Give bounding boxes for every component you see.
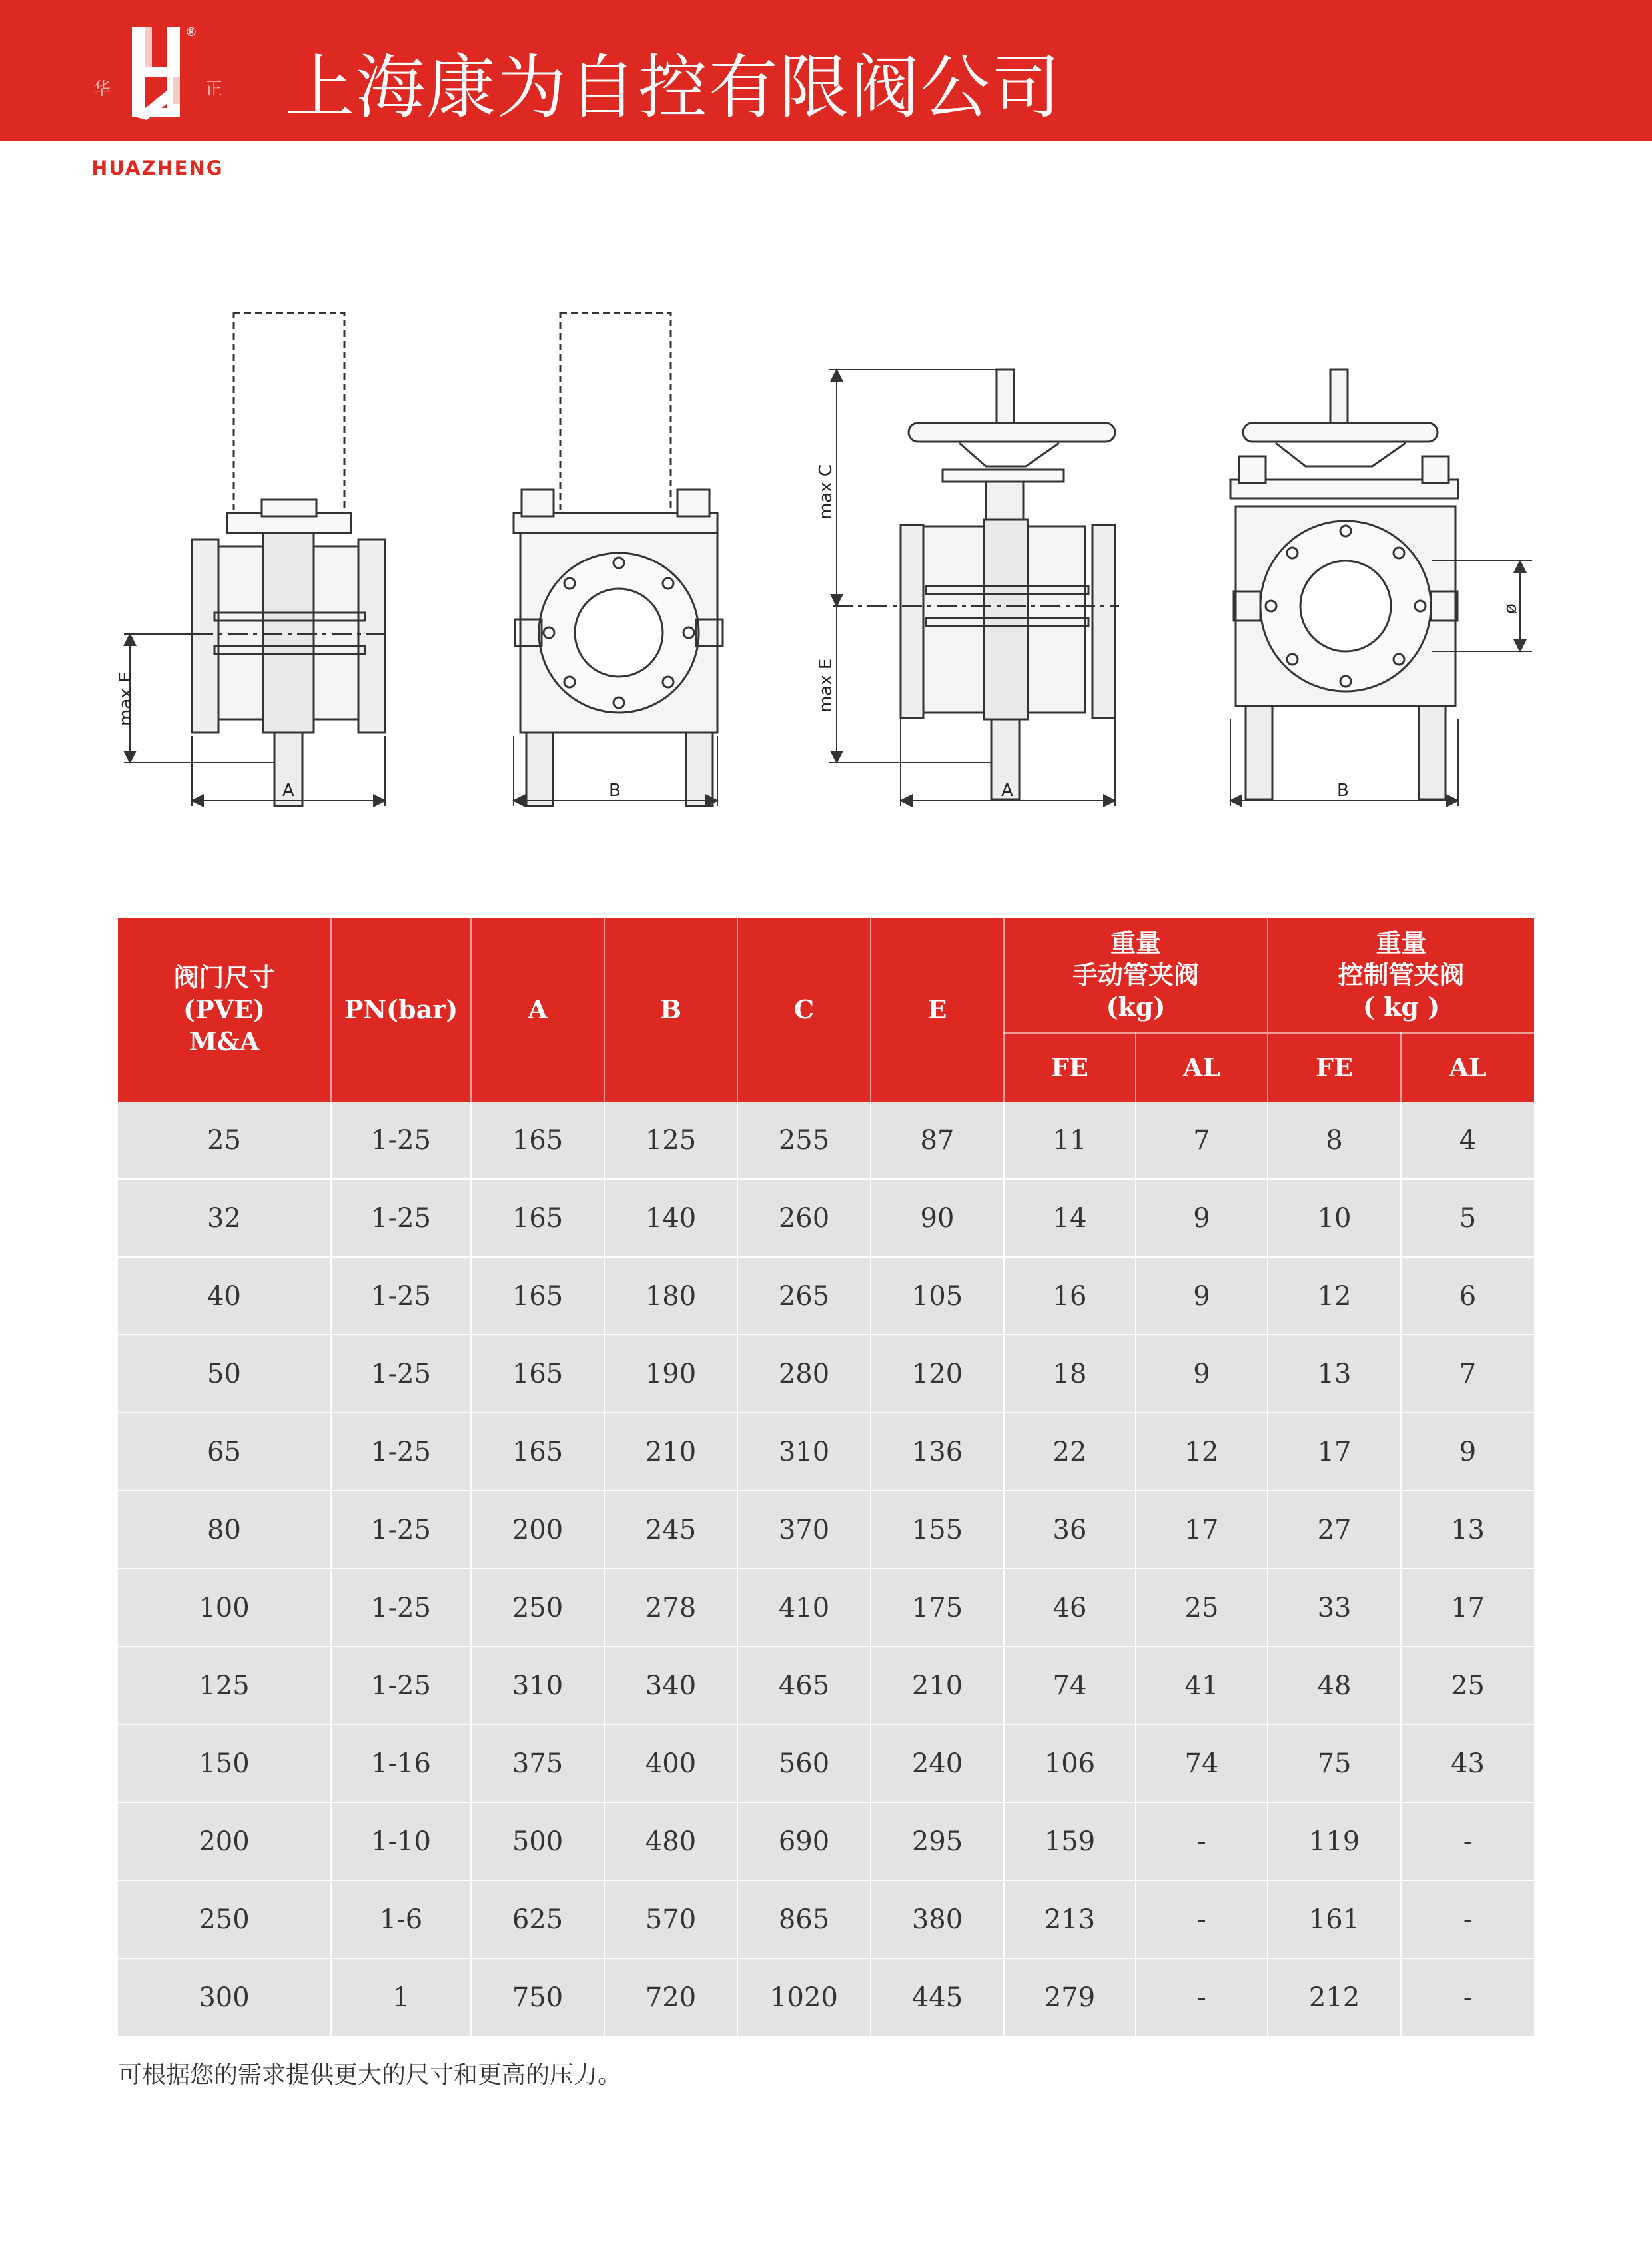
header-b: B xyxy=(604,918,737,1102)
table-cell: 43 xyxy=(1401,1724,1534,1802)
table-cell: 74 xyxy=(1004,1647,1136,1724)
header-valve-size xyxy=(118,918,331,1102)
table-cell: 120 xyxy=(871,1335,1004,1413)
table-cell: 255 xyxy=(737,1102,871,1179)
dim-label-max-e-manual: max E xyxy=(816,658,836,713)
table-cell: 155 xyxy=(871,1491,1004,1569)
table-cell: 1-6 xyxy=(331,1880,471,1958)
header-a: A xyxy=(471,918,604,1102)
table-cell: 1-16 xyxy=(331,1724,471,1802)
table-row xyxy=(118,1958,1534,2036)
table-cell: 165 xyxy=(471,1102,604,1179)
brand-name: HUAZHENG xyxy=(91,157,224,179)
table-cell: 1-25 xyxy=(331,1102,471,1179)
table-cell: 190 xyxy=(604,1335,737,1413)
logo-mark-icon xyxy=(80,20,240,133)
header-manual-al: AL xyxy=(1136,1033,1268,1102)
table-cell: - xyxy=(1401,1958,1534,2036)
table-row xyxy=(118,1880,1534,1958)
table-row xyxy=(118,1179,1534,1257)
table-cell: 125 xyxy=(118,1647,331,1724)
table-cell: 480 xyxy=(604,1802,737,1880)
table-cell: 560 xyxy=(737,1724,871,1802)
table-cell: 370 xyxy=(737,1491,871,1569)
table-cell: 250 xyxy=(118,1880,331,1958)
table-cell: 750 xyxy=(471,1958,604,2036)
table-cell: 12 xyxy=(1136,1413,1268,1491)
table-cell: 200 xyxy=(471,1491,604,1569)
header-weight-manual-line1: 重量 xyxy=(1110,928,1162,958)
table-cell: 7 xyxy=(1401,1335,1534,1413)
table-cell: 40 xyxy=(118,1257,331,1335)
table-cell: 400 xyxy=(604,1724,737,1802)
table-cell: 1-25 xyxy=(331,1257,471,1335)
footnote: 可根据您的需求提供更大的尺寸和更高的压力。 xyxy=(118,2061,622,2089)
table-cell: 690 xyxy=(737,1802,871,1880)
table-cell: 240 xyxy=(871,1724,1004,1802)
spec-table xyxy=(118,918,1534,2036)
table-cell: 210 xyxy=(604,1413,737,1491)
table-cell: 136 xyxy=(871,1413,1004,1491)
drawing-actuated-side xyxy=(514,313,723,806)
table-cell: 25 xyxy=(118,1102,331,1179)
table-cell: 41 xyxy=(1136,1647,1268,1724)
table-cell: 90 xyxy=(871,1179,1004,1257)
table-cell: 4 xyxy=(1401,1102,1534,1179)
table-row xyxy=(118,1335,1534,1413)
header-control-fe: FE xyxy=(1268,1033,1401,1102)
table-cell: 340 xyxy=(604,1647,737,1724)
table-cell: 165 xyxy=(471,1335,604,1413)
table-cell: 1-25 xyxy=(331,1413,471,1491)
table-cell: 200 xyxy=(118,1802,331,1880)
table-cell: 165 xyxy=(471,1179,604,1257)
table-cell: 87 xyxy=(871,1102,1004,1179)
header-valve-size-line1: 阀门尺寸 xyxy=(173,962,275,992)
table-cell: 165 xyxy=(471,1413,604,1491)
huazheng-logo xyxy=(80,20,240,133)
header-e: E xyxy=(871,918,1004,1102)
valve-dimension-drawings xyxy=(0,293,1652,826)
table-cell: - xyxy=(1136,1802,1268,1880)
table-cell: 9 xyxy=(1136,1335,1268,1413)
table-row xyxy=(118,1569,1534,1647)
table-row xyxy=(118,1802,1534,1880)
table-cell: 106 xyxy=(1004,1724,1136,1802)
table-cell: 74 xyxy=(1136,1724,1268,1802)
table-cell: 175 xyxy=(871,1569,1004,1647)
dim-label-b: B xyxy=(609,781,621,801)
dim-label-b-manual: B xyxy=(1337,781,1349,801)
table-cell: 279 xyxy=(1004,1958,1136,2036)
header-valve-size-line3: M&A xyxy=(189,1026,260,1056)
header-pn: PN(bar) xyxy=(331,918,471,1102)
table-cell: - xyxy=(1401,1880,1534,1958)
table-cell: 119 xyxy=(1268,1802,1401,1880)
table-cell: 410 xyxy=(737,1569,871,1647)
table-cell: 1-25 xyxy=(331,1335,471,1413)
dim-label-max-c: max C xyxy=(816,464,836,520)
drawing-manual-side xyxy=(1230,370,1458,799)
table-cell: 46 xyxy=(1004,1569,1136,1647)
table-cell: 65 xyxy=(118,1413,331,1491)
table-cell: 8 xyxy=(1268,1102,1401,1179)
table-cell: 16 xyxy=(1004,1257,1136,1335)
table-cell: 105 xyxy=(871,1257,1004,1335)
table-cell: 260 xyxy=(737,1179,871,1257)
header-weight-control-line1: 重量 xyxy=(1376,928,1427,958)
drawing-manual-front xyxy=(833,370,1119,799)
table-cell: 5 xyxy=(1401,1179,1534,1257)
table-cell: 865 xyxy=(737,1880,871,1958)
table-cell: 300 xyxy=(118,1958,331,2036)
header-weight-manual-line2: 手动管夹阀 xyxy=(1072,960,1200,990)
table-cell: 465 xyxy=(737,1647,871,1724)
table-cell: - xyxy=(1401,1802,1534,1880)
table-cell: 445 xyxy=(871,1958,1004,2036)
table-row xyxy=(118,1257,1534,1335)
table-cell: 1-25 xyxy=(331,1179,471,1257)
table-cell: 210 xyxy=(871,1647,1004,1724)
table-cell: 36 xyxy=(1004,1491,1136,1569)
table-cell: 7 xyxy=(1136,1102,1268,1179)
table-cell: 500 xyxy=(471,1802,604,1880)
table-cell: 48 xyxy=(1268,1647,1401,1724)
header-c: C xyxy=(737,918,871,1102)
table-cell: 13 xyxy=(1401,1491,1534,1569)
dim-label-max-e: max E xyxy=(116,671,136,726)
drawing-actuated-front xyxy=(192,313,386,806)
table-cell: 140 xyxy=(604,1179,737,1257)
table-cell: 212 xyxy=(1268,1958,1401,2036)
table-cell: 50 xyxy=(118,1335,331,1413)
table-cell: 570 xyxy=(604,1880,737,1958)
table-cell: 310 xyxy=(737,1413,871,1491)
table-cell: 11 xyxy=(1004,1102,1136,1179)
table-cell: 213 xyxy=(1004,1880,1136,1958)
table-row xyxy=(118,1724,1534,1802)
table-cell: 161 xyxy=(1268,1880,1401,1958)
table-cell: 25 xyxy=(1401,1647,1534,1724)
svg-text:华: 华 xyxy=(93,79,111,99)
table-cell: 75 xyxy=(1268,1724,1401,1802)
table-cell: 375 xyxy=(471,1724,604,1802)
table-cell: 625 xyxy=(471,1880,604,1958)
dim-label-diameter: ø xyxy=(1501,603,1521,614)
dim-label-a-manual: A xyxy=(1001,781,1013,801)
table-cell: 380 xyxy=(871,1880,1004,1958)
table-cell: 180 xyxy=(604,1257,737,1335)
table-cell: 9 xyxy=(1401,1413,1534,1491)
table-cell: 165 xyxy=(471,1257,604,1335)
table-cell: 278 xyxy=(604,1569,737,1647)
table-cell: 10 xyxy=(1268,1179,1401,1257)
table-cell: 1-25 xyxy=(331,1647,471,1724)
table-row xyxy=(118,1102,1534,1179)
table-row xyxy=(118,1491,1534,1569)
table-cell: - xyxy=(1136,1880,1268,1958)
header-control-al: AL xyxy=(1401,1033,1534,1102)
table-cell: 80 xyxy=(118,1491,331,1569)
table-cell: 32 xyxy=(118,1179,331,1257)
header-weight-manual-line3: (kg) xyxy=(1106,992,1166,1022)
table-cell: 6 xyxy=(1401,1257,1534,1335)
table-cell: 265 xyxy=(737,1257,871,1335)
table-cell: 1-10 xyxy=(331,1802,471,1880)
table-cell: 1-25 xyxy=(331,1569,471,1647)
table-cell: 17 xyxy=(1401,1569,1534,1647)
table-cell: - xyxy=(1136,1958,1268,2036)
table-cell: 150 xyxy=(118,1724,331,1802)
header-weight-manual xyxy=(1004,918,1268,1033)
table-cell: 9 xyxy=(1136,1179,1268,1257)
spec-table-body xyxy=(118,1102,1534,2036)
table-cell: 310 xyxy=(471,1647,604,1724)
table-cell: 1 xyxy=(331,1958,471,2036)
table-cell: 17 xyxy=(1136,1491,1268,1569)
svg-text:®: ® xyxy=(185,25,197,39)
header-weight-control xyxy=(1268,918,1534,1033)
header-weight-control-line2: 控制管夹阀 xyxy=(1338,960,1465,990)
company-name: 上海康为自控有限阀公司 xyxy=(285,47,1062,128)
table-cell: 17 xyxy=(1268,1413,1401,1491)
dim-label-a: A xyxy=(282,781,294,801)
table-cell: 720 xyxy=(604,1958,737,2036)
table-cell: 25 xyxy=(1136,1569,1268,1647)
header-band xyxy=(0,0,1652,141)
table-cell: 1020 xyxy=(737,1958,871,2036)
table-cell: 1-25 xyxy=(331,1491,471,1569)
table-cell: 13 xyxy=(1268,1335,1401,1413)
table-cell: 159 xyxy=(1004,1802,1136,1880)
table-cell: 280 xyxy=(737,1335,871,1413)
header-valve-size-line2: (PVE) xyxy=(183,994,265,1024)
table-cell: 125 xyxy=(604,1102,737,1179)
table-cell: 295 xyxy=(871,1802,1004,1880)
table-cell: 245 xyxy=(604,1491,737,1569)
table-cell: 100 xyxy=(118,1569,331,1647)
table-cell: 14 xyxy=(1004,1179,1136,1257)
table-cell: 9 xyxy=(1136,1257,1268,1335)
table-cell: 250 xyxy=(471,1569,604,1647)
svg-text:正: 正 xyxy=(205,79,223,99)
table-cell: 12 xyxy=(1268,1257,1401,1335)
table-cell: 18 xyxy=(1004,1335,1136,1413)
table-row xyxy=(118,1647,1534,1724)
header-manual-fe: FE xyxy=(1004,1033,1136,1102)
table-cell: 22 xyxy=(1004,1413,1136,1491)
table-cell: 27 xyxy=(1268,1491,1401,1569)
table-cell: 33 xyxy=(1268,1569,1401,1647)
header-weight-control-line3: ( kg ) xyxy=(1362,992,1440,1022)
table-row xyxy=(118,1413,1534,1491)
